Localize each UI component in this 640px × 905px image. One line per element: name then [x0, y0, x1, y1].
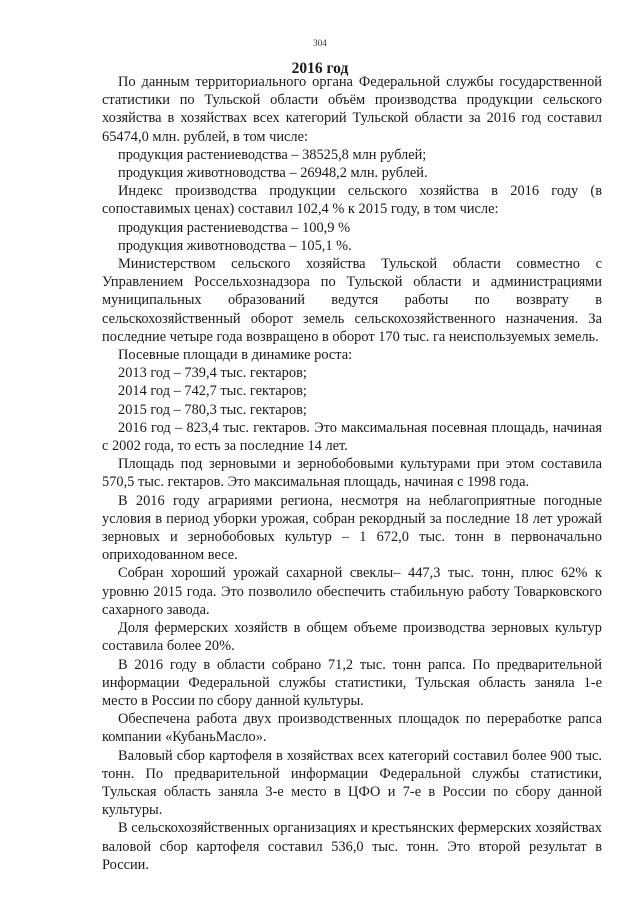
paragraph-grain-area: Площадь под зерновыми и зернобобовыми культурами при этом составила 570,5 тыс. гектаров. Это максимальная площадь, начиная с 1998 года.: [102, 456, 602, 491]
list-item-crop-production: продукция растениеводства – 38525,8 млн рублей;: [118, 146, 427, 163]
page-number: 304: [313, 38, 327, 48]
paragraph-2016-area: 2016 год – 823,4 тыс. гектаров. Это максимальная посевная площадь, начиная с 2002 года, то есть за последние 14 лет.: [102, 419, 602, 455]
list-item-livestock-production: продукция животноводства – 26948,2 млн. рублей.: [118, 165, 428, 182]
paragraph-rapeseed-processing: Обеспечена работа двух производственных площадок по переработке рапса компании «КубаньМасло».: [102, 711, 602, 746]
document-body: [102, 73, 602, 874]
section-heading: 2016 год: [291, 60, 349, 77]
paragraph-potato-harvest: Валовый сбор картофеля в хозяйствах всех категорий составил более 900 тыс. тонн. По предварительной информации Федеральной службы статистики, Тульская область заняла 3-е место в ЦФО и 7-е в России по сбору данной культуры.: [102, 747, 602, 819]
paragraph-rapeseed: В 2016 году в области собрано 71,2 тыс. тонн рапса. По предварительной информации Федеральной службы статистики, Тульская область заняла 1-е место в России по сбору данной культуры.: [102, 656, 602, 709]
list-item-2015-area: 2015 год – 780,3 тыс. гектаров;: [118, 401, 307, 418]
list-item-2014-area: 2014 год – 742,7 тыс. гектаров;: [118, 383, 307, 400]
paragraph-land-return: Министерством сельского хозяйства Тульской области совместно с Управлением Россельхознадзора по Тульской области и администрациями муниципальных образований ведутся работы по возврату в сельскохозяйственный оборот земель сельскохозяйственного назначения. За последние четыре года возвращено в оборот 170 тыс. га неиспользуемых земель.: [102, 256, 602, 345]
paragraph-production-index: Индекс производства продукции сельского хозяйства в 2016 году (в сопоставимых ценах) составил 102,4 % к 2015 году, в том числе:: [102, 183, 602, 218]
paragraph-sugar-beet: Собран хороший урожай сахарной свеклы– 447,3 тыс. тонн, плюс 62% к уровню 2015 года. Это позволило обеспечить стабильную работу Товарковского сахарного завода.: [102, 565, 602, 618]
paragraph-sown-area-intro: Посевные площади в динамике роста:: [118, 347, 353, 364]
paragraph-production-volume: По данным территориального органа Федеральной службы государственной статистики по Тульской области объём производства продукции сельского хозяйства в хозяйствах всех категорий Тульской области за 2016 год составил 65474,0 млн. рублей, в том числе:: [102, 74, 602, 145]
paragraph-potato-farms: В сельскохозяйственных организациях и крестьянских фермерских хозяйствах валовой сбор картофеля составил 536,0 тыс. тонн. Это второй результат в России.: [102, 820, 602, 873]
paragraph-farm-share: Доля фермерских хозяйств в общем объеме производства зерновых культур составила более 20%.: [102, 620, 602, 655]
list-item-crop-index: продукция растениеводства – 100,9 %: [118, 219, 351, 236]
paragraph-grain-harvest: В 2016 году аграриями региона, несмотря на неблагоприятные погодные условия в период уборки урожая, собран рекордный за последние 18 лет урожай зерновых и зернобобовых культур – 1 672,0 тыс. тонн в первоначально оприходованном весе.: [102, 492, 602, 564]
list-item-livestock-index: продукция животноводства – 105,1 %.: [118, 237, 352, 254]
list-item-2013-area: 2013 год – 739,4 тыс. гектаров;: [118, 365, 307, 382]
